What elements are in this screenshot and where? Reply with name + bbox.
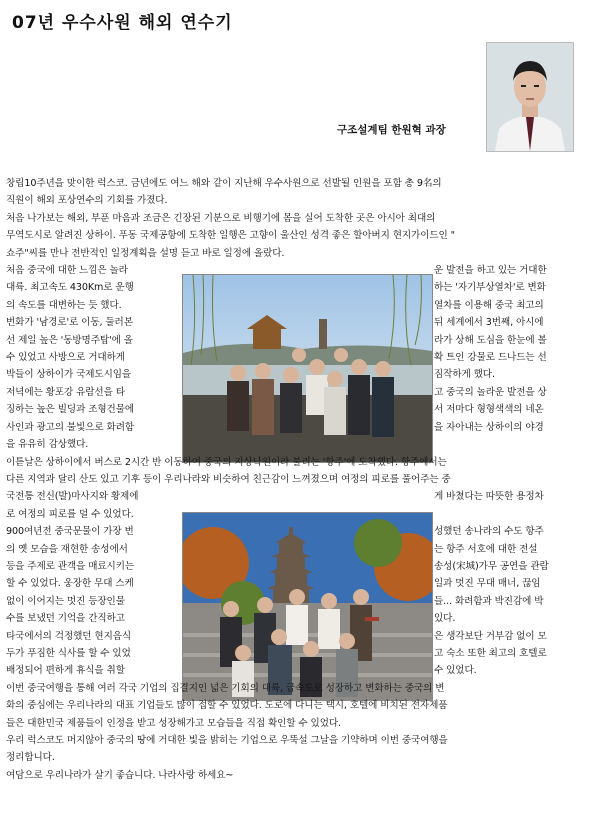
text-line: 직원이 해외 포상연수의 기회를 가졌다.	[6, 195, 168, 207]
text-left: 배정되어 편하게 휴식을 취할	[6, 665, 125, 677]
wrapped-text-block-1	[6, 262, 590, 453]
middle-paragraphs	[6, 454, 590, 524]
text-left: 할 수 있었다. 웅장한 무대 스케	[6, 578, 134, 590]
text-line: 무역도시로 알려진 상하이. 푸동 국제공항에 도착한 일행은 고향이 울산인 성격 좋은 할아버지 현지가이드인 "	[6, 230, 455, 242]
text-left: 등을 주제로 관객을 매료시키는	[6, 560, 135, 572]
text-left: 국전통 전신(발)마사지와 황제에	[6, 491, 139, 503]
text-row	[6, 645, 590, 662]
text-left: 처음 중국에 대한 느낌은 놀라	[6, 265, 128, 277]
text-right: 서 저마다 형형색색의 네온	[434, 404, 544, 416]
text-left: 징하는 높은 빌딩과 조형건물에	[6, 404, 135, 416]
text-right: 들... 화려함과 박진감에 박	[434, 595, 544, 607]
text-left: 수 있었고 사방으로 거대하게	[6, 352, 125, 364]
text-row	[6, 297, 590, 314]
text-left: 수를 보냈던 기억을 간직하고	[6, 613, 125, 625]
text-line: 화의 중심에는 우리나라의 대표 기업들도 많이 접할 수 있었다. 도로에 다니는 택시, 호텔에 비치된 전자제품	[6, 700, 448, 712]
text-row	[6, 419, 590, 436]
text-line: 다른 지역과 달리 산도 있고 기후 등이 우리나라와 비슷하여 친근감이 느껴졌으며 여정의 피로를 풀어주는 중	[6, 473, 451, 485]
text-row	[6, 366, 590, 383]
text-left: 의 속도를 대변하는 듯 했다.	[6, 299, 122, 311]
text-row	[6, 523, 590, 540]
author-portrait	[486, 42, 574, 152]
text-left: 박들이 상하이가 국제도시임을	[6, 369, 132, 381]
text-line: 이튿날은 상하이에서 버스로 2시간 반 이동하여 중국의 지상낙원이라 불리는 '항주'에 도착했다. 항주에서는	[6, 456, 447, 468]
text-left: 을 유유히 감상했다.	[6, 439, 89, 451]
text-left: 900여년전 중국문물이 가장 번	[6, 526, 134, 538]
article-title: 07년 우수사원 해외 연수기	[12, 13, 233, 33]
text-right: 하는 '자기부상열차'로 변화	[434, 282, 546, 294]
text-left: 저녁에는 황포강 유람선을 타	[6, 386, 125, 398]
text-row	[6, 401, 590, 418]
text-row	[6, 541, 590, 558]
text-right: 뒤 세계에서 3번째, 아시에	[434, 317, 544, 329]
text-row	[6, 262, 590, 279]
text-line: 우리 럭스코도 머지않아 중국의 땅에 거대한 빛을 밝히는 기업으로 우뚝설 그날을 기약하며 이번 중국여행을	[6, 735, 448, 746]
text-right: 일과 멋진 무대 매너, 끊임	[434, 578, 541, 590]
text-row	[6, 610, 590, 627]
text-line: 처음 나가보는 해외, 부푼 마음과 조금은 긴장된 기분으로 비행기에 몸을 실어 도착한 곳은 아시아 최대의	[6, 212, 436, 224]
text-row	[6, 575, 590, 592]
text-right: 성했던 송나라의 수도 항주	[434, 526, 544, 538]
text-right: 열차를 이용해 중국 최고의	[434, 299, 544, 311]
text-row	[6, 332, 590, 349]
text-left: 로 여정의 피로를 덜 수 있었다.	[6, 508, 134, 520]
text-row	[6, 488, 590, 505]
text-left: 선 제일 높은 '동방명주탑'에 올	[6, 334, 133, 346]
text-row	[6, 628, 590, 645]
text-row	[6, 279, 590, 296]
text-right: 송성(宋城)가무 공연을 관람	[434, 560, 549, 572]
text-row	[6, 436, 590, 453]
text-row	[6, 593, 590, 610]
text-row	[6, 314, 590, 331]
text-right: 는 항주 서호에 대한 전설	[434, 543, 538, 555]
text-right: 게 바쳤다는 따뜻한 용정차	[434, 491, 544, 503]
text-line: 여담으로 우리나라가 살기 좋습니다. 나라사랑 하세요~	[6, 769, 234, 781]
text-line: 들은 대한민국 제품들이 인정을 받고 성장해가고 모습들을 직접 확인할 수 있었다.	[6, 717, 341, 729]
text-line: 쇼주"씨를 만나 전반적인 일정계획을 설명 듣고 바로 일정에 올랐다.	[6, 247, 285, 259]
intro-paragraphs	[6, 175, 590, 262]
text-left: 대륙. 최고속도 430Km로 운행	[6, 282, 134, 294]
text-right: 확 트인 강물로 드나드는 선	[434, 352, 547, 364]
closing-paragraphs	[6, 680, 590, 784]
text-row	[6, 506, 590, 523]
text-row	[6, 384, 590, 401]
text-left: 타국에서의 걱정했던 현지음식	[6, 630, 132, 642]
text-right: 은 생각보단 거부감 없이 모	[434, 630, 547, 642]
text-line: 창립10주년을 맞이한 럭스코. 금년에도 여느 해와 같이 지난해 우수사원으로 선발될 인원을 포함 총 9名의	[6, 178, 442, 189]
text-left: 두가 푸짐한 식사를 할 수 있었	[6, 647, 131, 659]
text-line: 이번 중국여행을 통해 여러 각국 기업의 집결지인 넓은 기회의 대륙, 급속도로 성장하고 변화하는 중국의 변	[6, 682, 445, 694]
text-left: 의 옛 모습을 재현한 송성에서	[6, 543, 128, 555]
article-body	[6, 175, 590, 784]
text-right: 있다.	[434, 613, 456, 625]
text-left: 번화가 '남경로'로 이동, 둘러본	[6, 317, 133, 329]
text-right: 운 발전을 하고 있는 거대한	[434, 265, 547, 277]
text-row	[6, 662, 590, 679]
text-right: 짐작하게 했다.	[434, 369, 495, 381]
text-right: 고 중국의 놀라운 발전을 상	[434, 386, 547, 398]
author-byline: 구조설계팀 한원혁 과장	[337, 124, 446, 136]
text-right: 을 자아내는 상하이의 야경	[434, 421, 544, 433]
text-left: 사인과 광고의 불빛으로 화려함	[6, 421, 135, 433]
text-line: 정리합니다.	[6, 752, 55, 764]
person-portrait-photo-icon	[487, 43, 573, 151]
text-right	[434, 436, 590, 453]
text-row	[6, 349, 590, 366]
wrapped-text-block-2	[6, 523, 590, 680]
text-right: 수 있었다.	[434, 665, 477, 677]
text-left: 없이 이어지는 멋진 등장인물	[6, 595, 125, 607]
text-right: 고 숙소 또한 최고의 호텔로	[434, 647, 547, 659]
text-row	[6, 558, 590, 575]
text-right: 라가 상해 도심을 한눈에 볼	[434, 334, 547, 346]
